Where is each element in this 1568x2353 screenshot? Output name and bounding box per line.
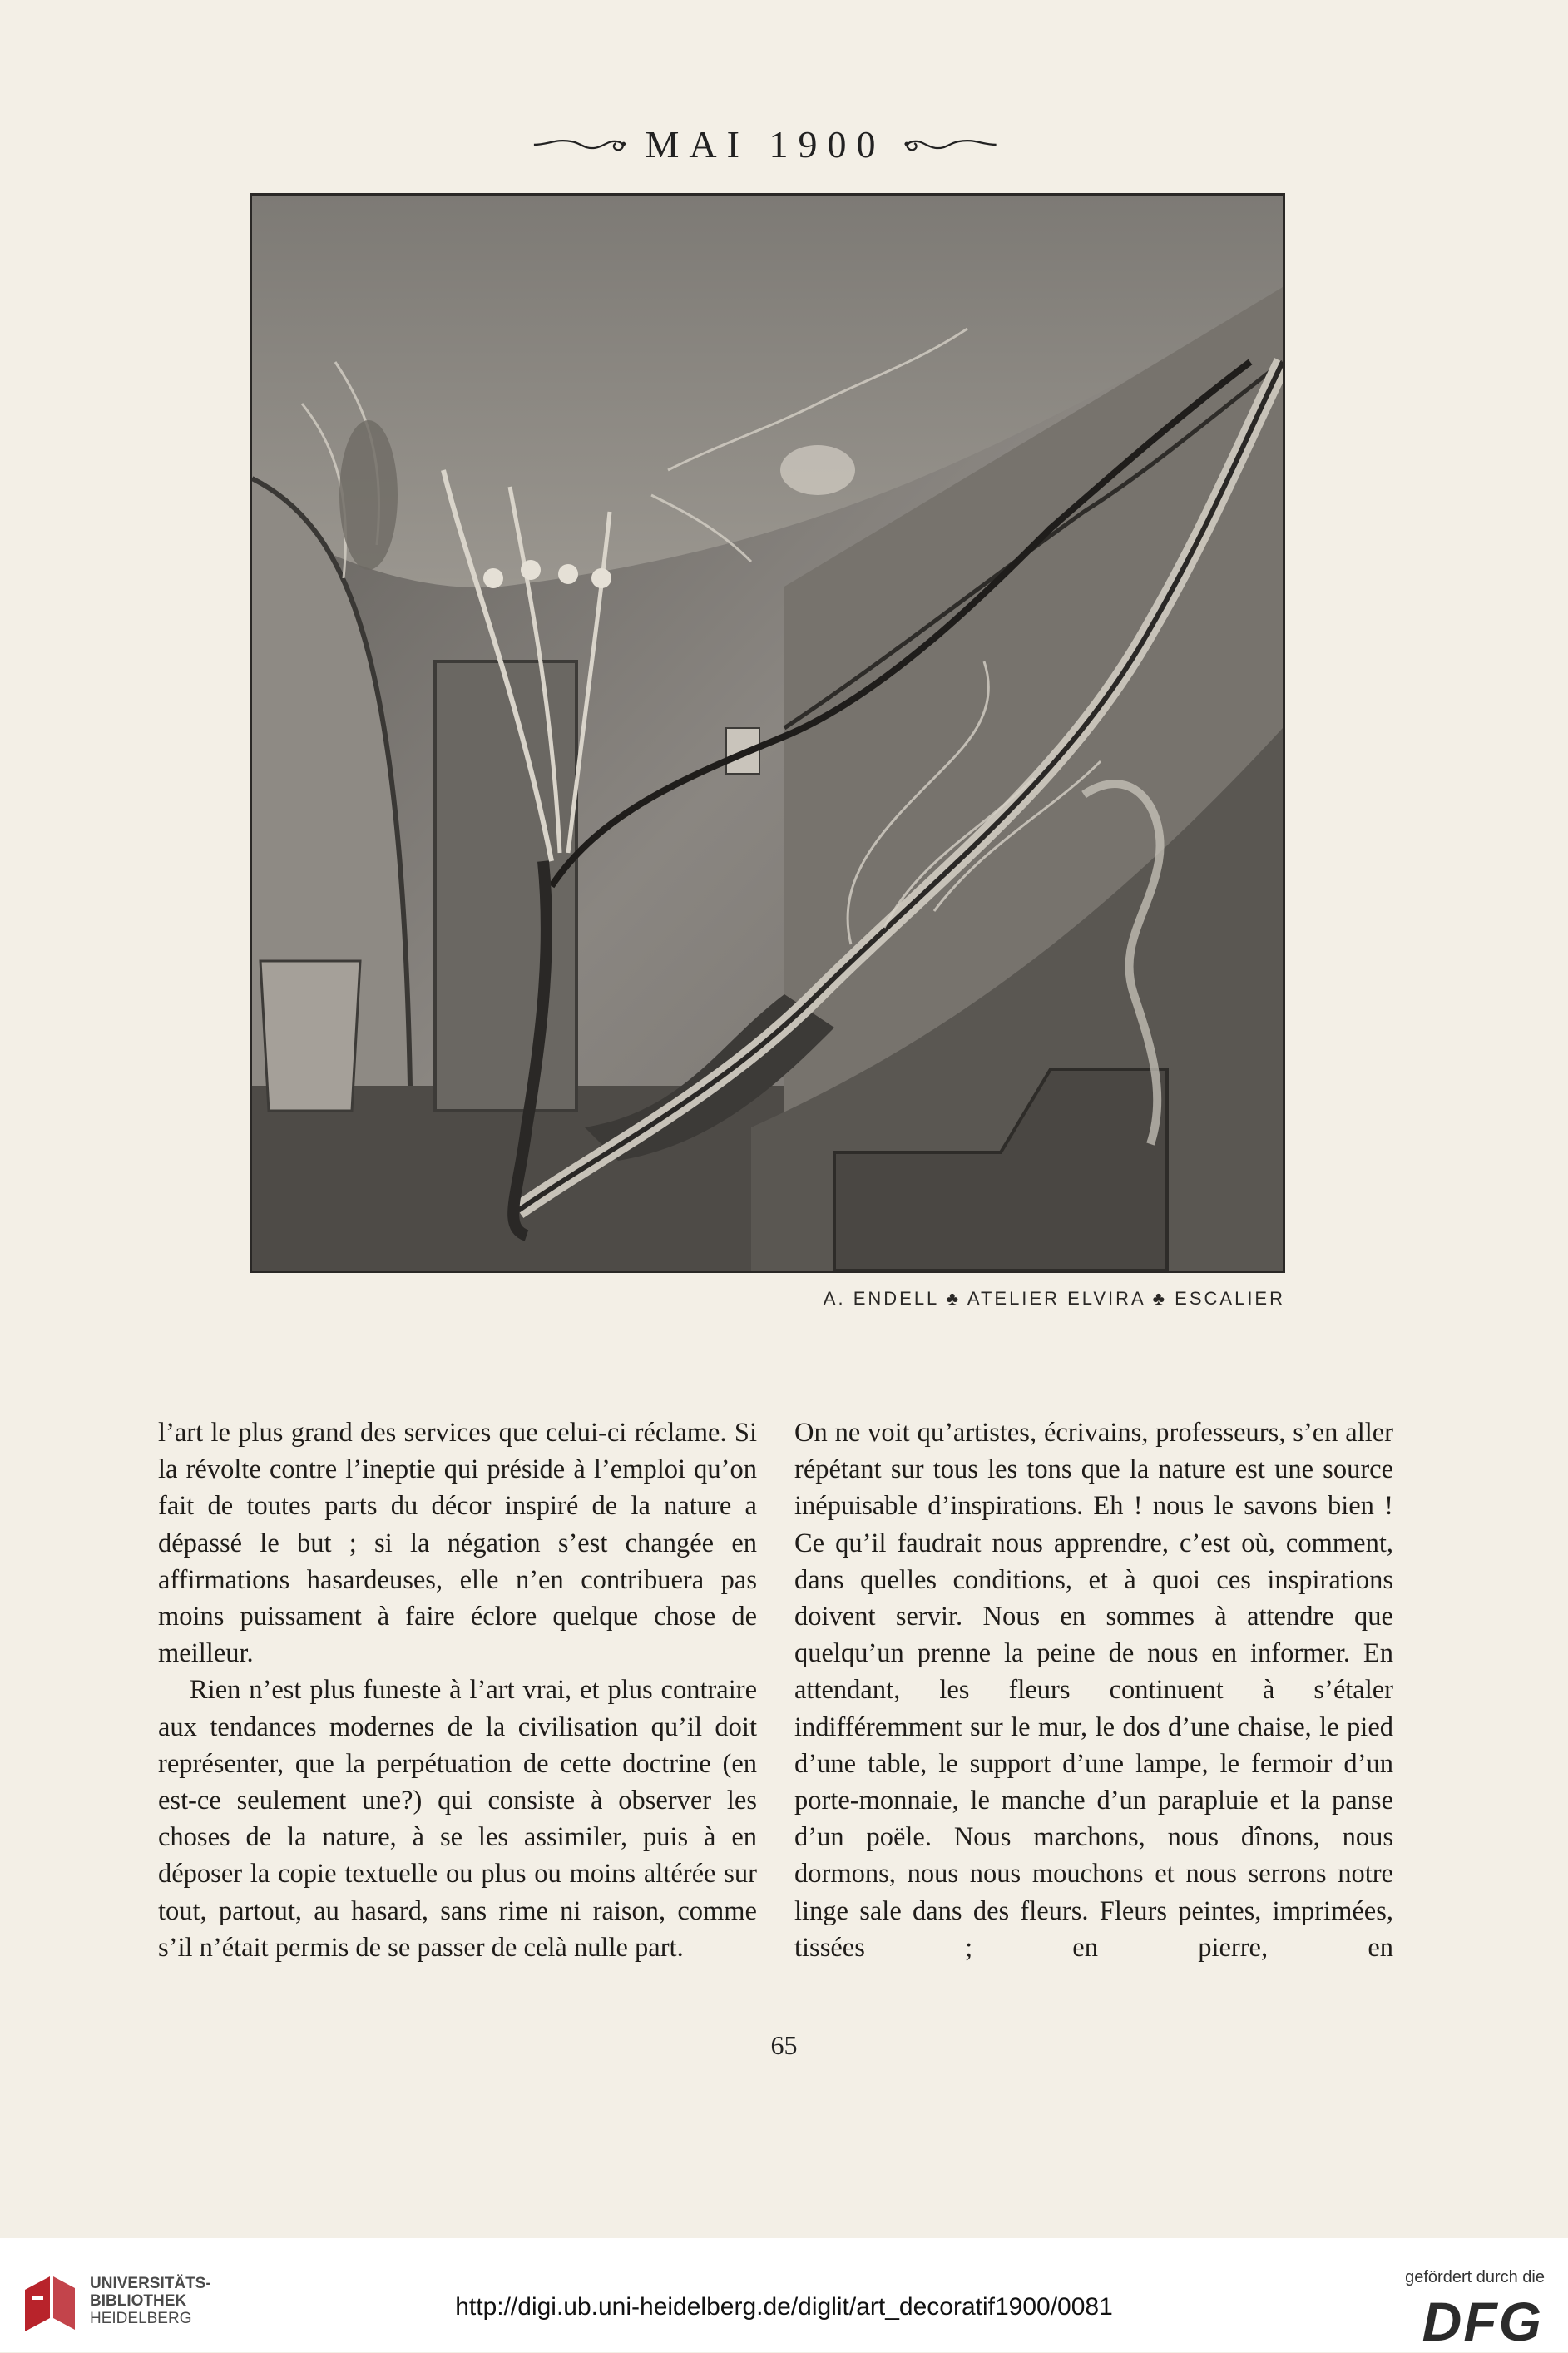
digitization-footer xyxy=(0,2238,1568,2352)
paragraph: Rien n’est plus funeste à l’art vrai, et plus contraire aux tendances modernes de la civilisation qu’il doit représenter, que la perpétuation de cette doctrine (en est-ce seulement une?) qui consiste à observer les choses de la nature, à se les assimiler, puis à en déposer la copie textuelle ou plus ou moins altérée sur tout, partout, au hasard, sans rime ni raison, comme s’il n’était permis de se passer de celà nulle part. xyxy=(158,1675,757,1963)
page-title: MAI 1900 xyxy=(645,122,886,166)
dfg-logo: DFG xyxy=(1422,2291,1543,2352)
university-library-name: UNIVERSITÄTS- BIBLIOTHEK HEIDELBERG xyxy=(90,2275,211,2327)
paragraph: On ne voit qu’artistes, écrivains, professeurs, s’en aller répétant sur tous les tons que la nature est une source inépuisable d’inspirations. Eh ! nous le savons bien ! Ce qu’il faudrait nous apprendre, c’est où, comment, dans quelles conditions, et à quoi ces inspirations doivent servir. Nous en sommes à attendre que quelqu’un prenne la peine de nous en informer. En attendant, les fleurs continuent à s’étaler indifféremment sur le mur, le dos d’une chaise, le pied d’une table, le support d’une lampe, le fermoir d’un porte-monnaie, le manche d’un parapluie et la panse d’un poële. Nous marchons, nous dînons, nous dormons, nous nous mouchons et nous serrons notre linge sale dans des fleurs. Fleurs peintes, imprimées, tissées ; en pierre, en xyxy=(794,1418,1393,1963)
right-column xyxy=(794,1414,1393,1966)
running-header xyxy=(532,115,998,173)
staircase-photograph xyxy=(250,193,1285,1273)
right-ornament-icon xyxy=(903,131,998,156)
paragraph: l’art le plus grand des services que celui-ci réclame. Si la révolte contre l’ineptie qui préside à l’emploi qu’on fait de toutes parts du décor inspiré de la nature a dépassé le but ; si la négation s’est changée en affirmations hasardeuses, elle n’en contribuera pas moins puissament à faire éclore quelque chose de meilleur. xyxy=(158,1418,757,1669)
permalink-url[interactable]: http://digi.ub.uni-heidelberg.de/diglit/art_decoratif1900/0081 xyxy=(455,2293,1113,2321)
page-number: 65 xyxy=(770,2030,798,2060)
figure-caption: A. ENDELL ♣ ATELIER ELVIRA ♣ ESCALIER xyxy=(823,1288,1285,1309)
funder-label: gefördert durch die xyxy=(1405,2268,1545,2286)
left-column xyxy=(158,1414,757,1966)
left-ornament-icon xyxy=(532,131,627,156)
